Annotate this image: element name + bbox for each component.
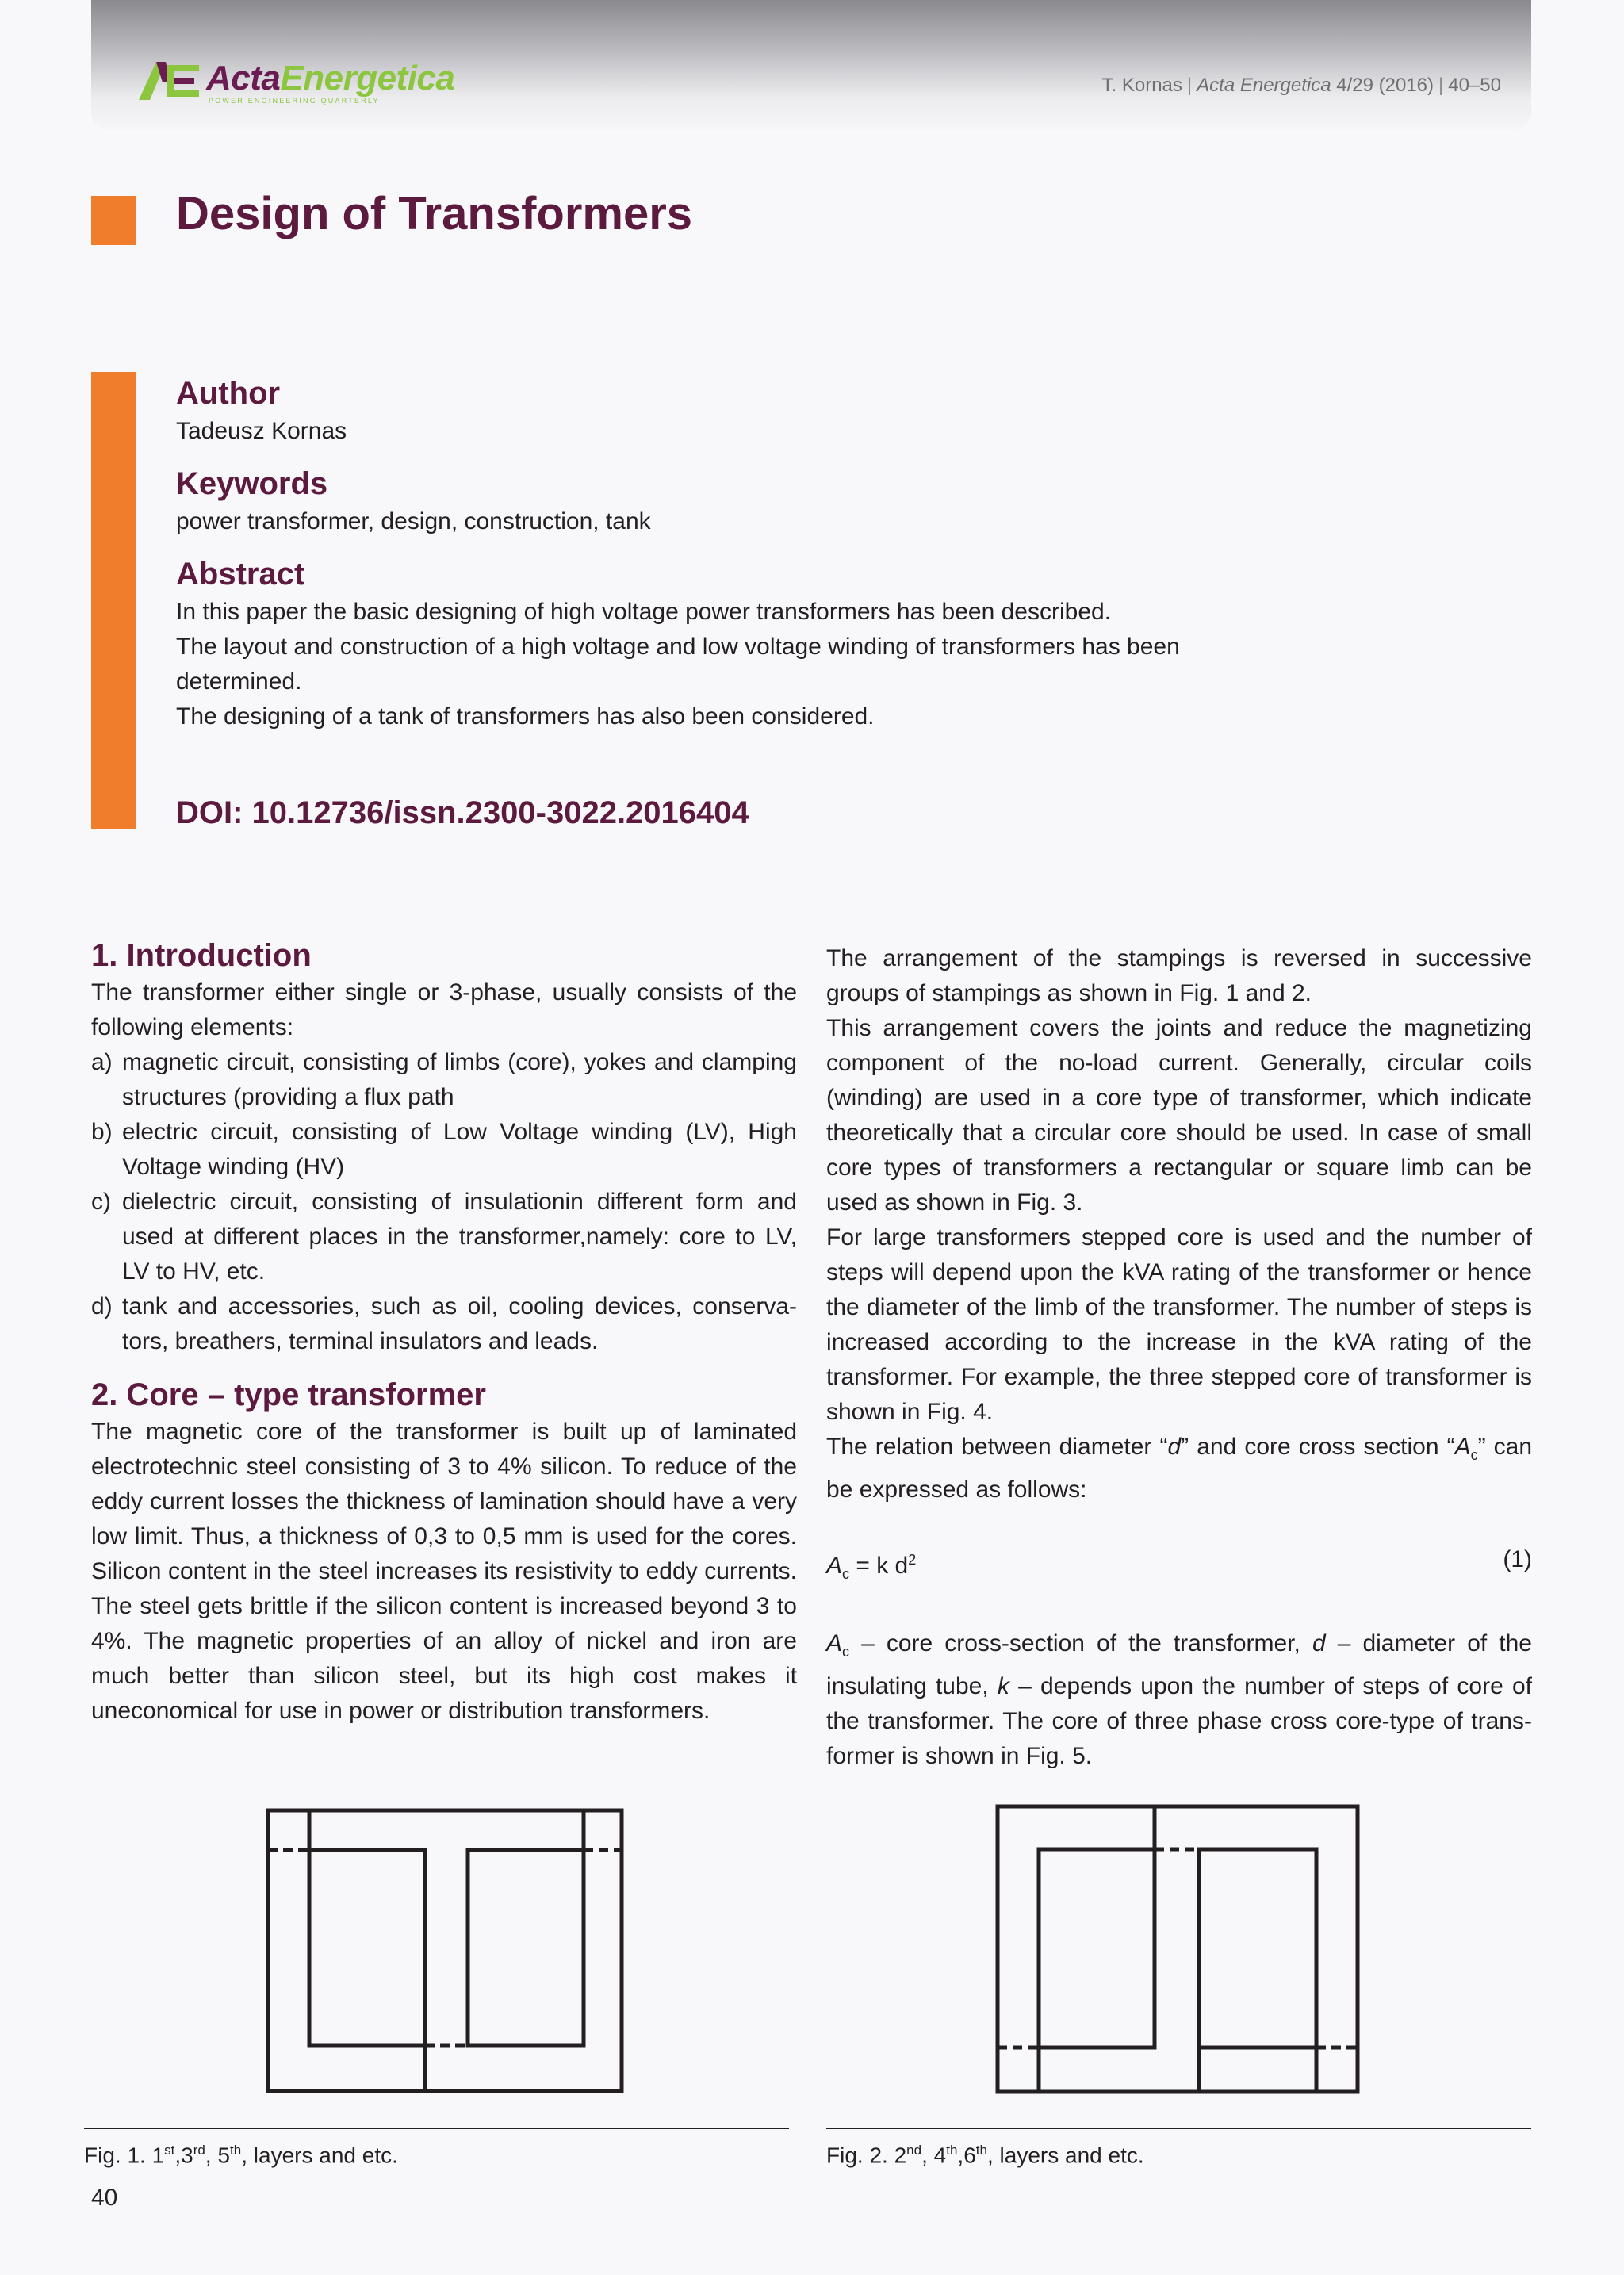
left-window xyxy=(1039,1849,1155,2047)
section-heading-core: 2. Core – type transformer xyxy=(91,1377,486,1412)
title-accent-square xyxy=(91,196,136,245)
right-window xyxy=(1199,1849,1316,2047)
author-name: Tadeusz Kornas xyxy=(176,418,347,444)
paper-title: Design of Transformers xyxy=(176,188,693,239)
right-window xyxy=(468,1850,584,2046)
page-number: 40 xyxy=(91,2185,118,2211)
list-item: b) electric circuit, consisting of Low Voltage winding (LV), High Voltage winding (HV) xyxy=(91,1119,797,1180)
figure-1-caption: Fig. 1. 1st,3rd, 5th, layers and etc. xyxy=(84,2143,398,2168)
abstract-line: The layout and construction of a high voltage and low voltage winding of transformers has been determined. xyxy=(176,634,1180,695)
running-citation: T. Kornas | Acta Energetica 4/29 (2016) | 40–50 xyxy=(1101,75,1501,96)
list-item: a) magnetic circuit, consisting of limbs (core), yokes and clamping structures (providing a flux path xyxy=(91,1049,797,1110)
figure-2-caption: Fig. 2. 2nd, 4th,6th, layers and etc. xyxy=(826,2143,1144,2168)
author-heading: Author xyxy=(176,376,281,411)
list-item: c) dielectric circuit, consisting of insulationin different form and used at different places in the transformer,namely: core to LV, LV to HV, etc. xyxy=(91,1189,797,1285)
figure-2-core-layers-even xyxy=(991,1800,1364,2097)
figure-1-core-layers-odd xyxy=(262,1804,626,2097)
logo-text: ActaEnergetica xyxy=(206,59,455,98)
logo-subtitle: POWER ENGINEERING QUARTERLY xyxy=(209,97,380,105)
abstract-line: In this paper the basic designing of high voltage power transformers has been described. xyxy=(176,599,1112,625)
body-paragraph: $A_c$ – core cross-section of the transformer, d – diameter of the insulating tube, k – depends upon the number of steps of core of the transformer. The core of three phase cross core-type of transformer is shown in Fig. 5. xyxy=(826,1630,1532,1769)
body-paragraph: The arrangement of the stampings is reversed in successive groups of stampings as shown in Fig. 1 and 2. xyxy=(826,945,1532,1006)
abstract-line: The designing of a tank of transformers has also been considered. xyxy=(176,703,875,730)
figure-2-rule xyxy=(826,2128,1531,2129)
keywords-text: power transformer, design, construction, tank xyxy=(176,508,651,534)
right-column xyxy=(826,941,1532,1774)
intro-paragraph: The transformer either single or 3-phase, usually consists of the following elements: xyxy=(91,979,797,1040)
outer-core-outline xyxy=(268,1810,622,2091)
meta-accent-bar xyxy=(91,372,136,829)
keywords-heading: Keywords xyxy=(176,466,328,501)
left-window-line xyxy=(309,1810,425,2046)
body-paragraph: The relation between diameter “d” and core cross section “$A_c$” can be expressed as follows: xyxy=(826,1434,1533,1503)
ae-logo-icon xyxy=(139,62,202,100)
left-column xyxy=(91,936,797,1729)
core-paragraph: The magnetic core of the transformer is built up of laminated electrotechnic steel consisting of 3 to 4% silicon. To reduce of the eddy current losses the thickness of lamination should have a very low limit. Thus, a thickness of 0,3 to 0,5 mm is used for the cores. Silicon content in the steel increases its resistivity to eddy currents. The steel gets brittle if the silicon content is increased beyond 3 to 4%. The magnetic properties of an alloy of nickel and iron are much better than silicon steel, but its high cost makes it uneconomical for use in power or distribution transformers. xyxy=(91,1419,797,1724)
left-window xyxy=(309,1850,425,2046)
figure-1-rule xyxy=(84,2128,789,2129)
section-heading-introduction: 1. Introduction xyxy=(91,938,312,973)
equation-1: $A_c = k$ $d^2$ (1) xyxy=(826,1542,1532,1591)
body-paragraph: This arrangement covers the joints and reduce the magnetizing component of the no-load current. Generally, circular coils (winding) are used in a core type of transformer, which indicate theoretically that a circular core should be used. In case of small core types of transformers a rectangular or square limb can be used as shown in Fig. 3. xyxy=(826,1015,1532,1216)
article-metadata xyxy=(176,373,1286,749)
body-paragraph: For large transformers stepped core is used and the number of steps will depend upon the kVA rating of the transformer or hence the diameter of the limb of the transformer. The number of steps is increased according to the increase in the kVA rating of the transformer. For example, the three stepped core of transformer is shown in Fig. 4. xyxy=(826,1224,1532,1425)
equation-number: (1) xyxy=(1503,1546,1532,1572)
element-list xyxy=(91,1045,797,1359)
doi: DOI: 10.12736/issn.2300-3022.2016404 xyxy=(176,795,749,830)
list-item: d) tank and accessories, such as oil, cooling devices, conservators, breathers, terminal insulators and leads. xyxy=(91,1293,797,1354)
abstract-heading: Abstract xyxy=(176,557,305,592)
